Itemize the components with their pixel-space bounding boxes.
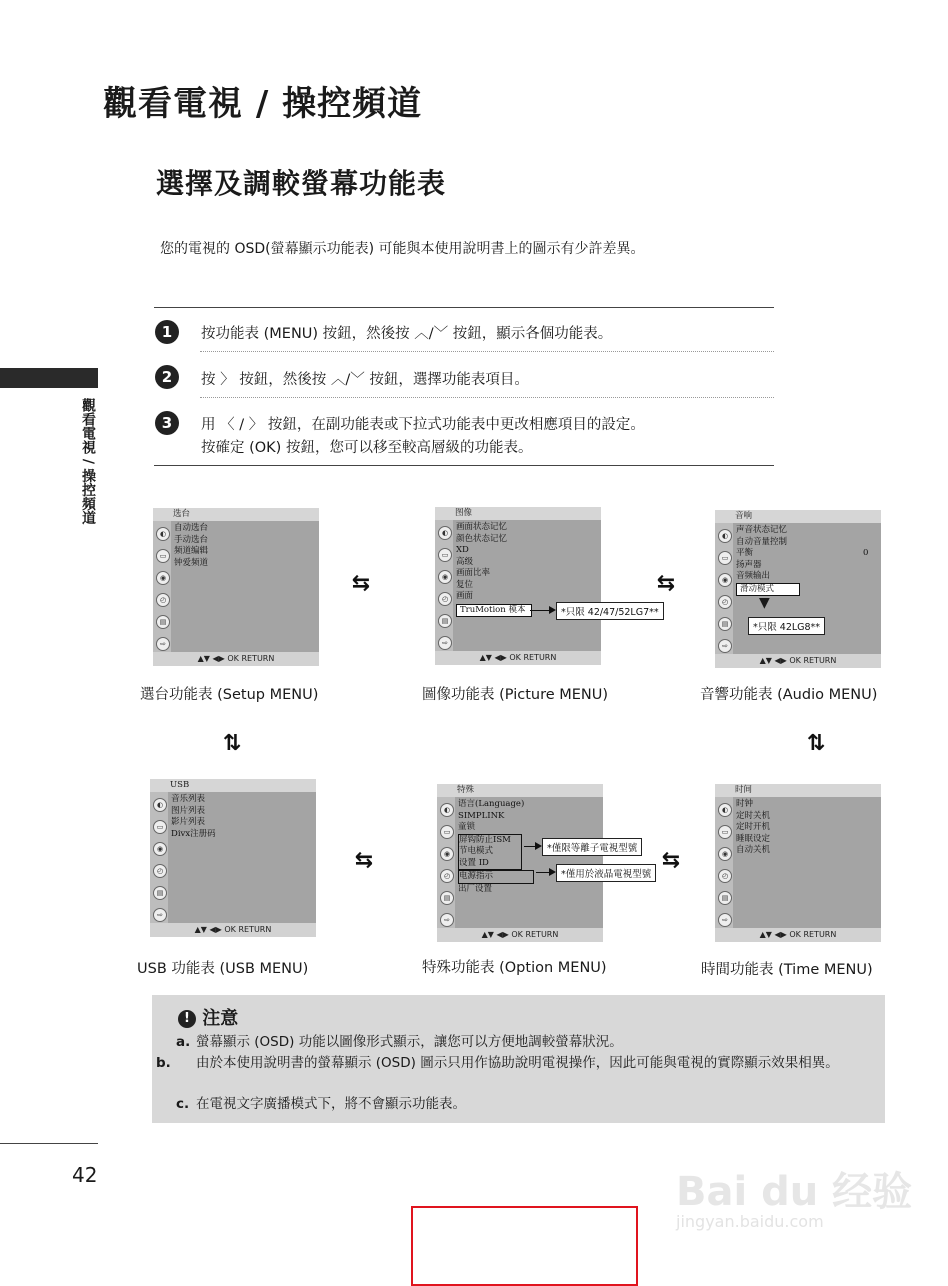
osd-footer: ▲▼ ◀▶ OK RETURN — [153, 652, 319, 666]
option-icon: ▤ — [440, 891, 454, 905]
usb-menu-screenshot — [150, 779, 316, 937]
audio-menu-caption: 音響功能表 (Audio MENU) — [700, 687, 878, 703]
option-icon: ▤ — [156, 615, 170, 629]
down-arrow-icon: ▼ — [759, 595, 770, 611]
callout-pointer — [524, 846, 536, 847]
info-icon: ! — [178, 1010, 196, 1028]
osd-icon-column — [435, 520, 453, 651]
osd-items — [736, 525, 800, 596]
menu-item: 自动选台 — [174, 523, 209, 533]
note-item — [176, 1034, 866, 1051]
highlighted-menu-item: TruMotion 模本 — [456, 604, 532, 618]
note-letter: a. — [176, 1034, 191, 1050]
menu-item: 手动选台 — [174, 534, 209, 545]
tv-icon: ▭ — [440, 825, 454, 839]
menu-item: 定时关机 — [736, 810, 771, 821]
option-callout-plasma: *僅限等離子電視型號 — [542, 838, 642, 856]
note-item — [176, 1096, 866, 1113]
dish-icon: ◐ — [153, 798, 167, 812]
menu-item: 频道编辑 — [174, 546, 209, 556]
highlighted-menu-item: 滑动模式 — [736, 583, 800, 597]
osd-header: 音响 — [715, 510, 881, 523]
option-menu-screenshot — [437, 784, 603, 942]
page-number: 42 — [72, 1163, 98, 1187]
osd-items — [458, 799, 534, 895]
option-menu-caption: 特殊功能表 (Option MENU) — [422, 960, 607, 976]
menu-item: 出厂设置 — [458, 883, 493, 894]
step-1-text: 按功能表 (MENU) 按鈕，然後按 ︿/﹀ 按鈕，顯示各個功能表。 — [201, 326, 613, 342]
option-icon: ▤ — [718, 617, 732, 631]
section-title: 選擇及調較螢幕功能表 — [156, 167, 447, 200]
swap-arrows-icon: ⇆ — [351, 571, 371, 596]
osd-header: 选台 — [153, 508, 319, 521]
osd-footer: ▲▼ ◀▶ OK RETURN — [715, 654, 881, 668]
menu-item: Divx注册码 — [171, 828, 216, 839]
page-title: 觀看電視 / 操控頻道 — [103, 84, 423, 124]
usb-icon: ⇨ — [440, 913, 454, 927]
footer-rule — [0, 1143, 98, 1144]
note-text: 在電視文字廣播模式下，將不會顯示功能表。 — [196, 1096, 466, 1112]
note-item — [156, 1055, 866, 1072]
menu-item: 平衡 — [736, 548, 754, 558]
speaker-icon: ◉ — [440, 847, 454, 861]
dish-icon: ◐ — [440, 803, 454, 817]
menu-item: SIMPLINK — [458, 810, 505, 821]
step-divider — [200, 397, 774, 398]
menu-item: 自动音量控制 — [736, 536, 788, 547]
osd-header: USB — [150, 779, 316, 792]
step-2-text: 按 〉 按鈕，然後按 ︿/﹀ 按鈕，選擇功能表項目。 — [201, 372, 529, 388]
osd-icon-column — [715, 797, 733, 928]
note-text: 螢幕顯示 (OSD) 功能以圖像形式顯示，讓您可以方便地調較螢幕狀況。 — [196, 1034, 623, 1050]
speaker-icon: ◉ — [156, 571, 170, 585]
swap-arrows-icon: ⇆ — [656, 571, 676, 596]
side-label: 觀看電視 / 操控頻道 — [80, 398, 96, 525]
dish-icon: ◐ — [718, 803, 732, 817]
clock-icon: ◴ — [440, 869, 454, 883]
highlighted-menu-item: 电源指示 — [458, 870, 534, 884]
picture-callout: *只限 42/47/52LG7** — [556, 602, 664, 620]
vertical-swap-arrows-icon: ⇅ — [222, 731, 242, 756]
tv-icon: ▭ — [153, 820, 167, 834]
usb-icon: ⇨ — [718, 913, 732, 927]
dish-icon: ◐ — [718, 529, 732, 543]
speaker-icon: ◉ — [153, 842, 167, 856]
steps-top-rule — [154, 307, 774, 308]
menu-item: 高级 — [456, 556, 474, 567]
usb-icon: ⇨ — [156, 637, 170, 651]
callout-pointer — [536, 872, 550, 873]
tv-icon: ▭ — [718, 551, 732, 565]
clock-icon: ◴ — [718, 595, 732, 609]
osd-icon-column — [437, 797, 455, 928]
menu-item: 童锁 — [458, 822, 476, 832]
menu-item: 时钟 — [736, 799, 754, 809]
menu-item: 图片列表 — [171, 805, 206, 816]
osd-icon-column — [715, 523, 733, 654]
speaker-icon: ◉ — [718, 847, 732, 861]
step-3-text-2: 按確定 (OK) 按鈕，您可以移至較高層級的功能表。 — [201, 440, 533, 456]
menu-item: 钟爱频道 — [174, 557, 209, 568]
notes-title — [178, 1004, 238, 1030]
osd-footer: ▲▼ ◀▶ OK RETURN — [715, 928, 881, 942]
menu-item: XD — [456, 545, 469, 555]
menu-item: 定时开机 — [736, 822, 771, 832]
watermark-url: jingyan.baidu.com — [676, 1212, 824, 1231]
clock-icon: ◴ — [718, 869, 732, 883]
step-3-text: 用 〈 / 〉 按鈕，在副功能表或下拉式功能表中更改相應項目的設定。 — [201, 417, 645, 433]
osd-items — [174, 523, 208, 569]
dish-icon: ◐ — [438, 526, 452, 540]
option-icon: ▤ — [153, 886, 167, 900]
time-menu-screenshot — [715, 784, 881, 942]
speaker-icon: ◉ — [718, 573, 732, 587]
usb-icon: ⇨ — [718, 639, 732, 653]
clock-icon: ◴ — [438, 592, 452, 606]
menu-item: 画面 — [456, 591, 474, 601]
swap-arrows-icon: ⇆ — [661, 848, 681, 873]
menu-item: 画面状态记忆 — [456, 522, 508, 532]
time-menu-caption: 時間功能表 (Time MENU) — [701, 962, 873, 978]
plasma-only-group — [458, 834, 522, 871]
tv-icon: ▭ — [438, 548, 452, 562]
note-text: 由於本使用說明書的螢幕顯示 (OSD) 圖示只用作協助說明電視操作，因此可能與電視的實際顯示效果相異。 — [196, 1055, 839, 1071]
usb-menu-caption: USB 功能表 (USB MENU) — [137, 961, 309, 977]
menu-item: 影片列表 — [171, 817, 206, 827]
tv-icon: ▭ — [718, 825, 732, 839]
clock-icon: ◴ — [153, 864, 167, 878]
note-letter: b. — [156, 1055, 171, 1071]
tv-icon: ▭ — [156, 549, 170, 563]
osd-header: 时间 — [715, 784, 881, 797]
osd-footer: ▲▼ ◀▶ OK RETURN — [150, 923, 316, 937]
usb-icon: ⇨ — [438, 636, 452, 650]
audio-menu-screenshot — [715, 510, 881, 668]
menu-item: 节电模式 — [459, 846, 494, 856]
menu-item: 睡眠设定 — [736, 833, 771, 844]
vertical-swap-arrows-icon: ⇅ — [806, 731, 826, 756]
osd-items — [171, 794, 216, 840]
menu-item: 设置 ID — [459, 857, 489, 868]
step-3-number: 3 — [155, 411, 179, 435]
swap-arrows-icon: ⇆ — [354, 848, 374, 873]
dish-icon: ◐ — [156, 527, 170, 541]
notes-title-text: 注意 — [202, 1008, 239, 1029]
menu-item: 音频输出 — [736, 571, 771, 581]
menu-item: 画面比率 — [456, 568, 491, 578]
osd-footer: ▲▼ ◀▶ OK RETURN — [437, 928, 603, 942]
menu-item: 复位 — [456, 579, 474, 590]
setup-menu-screenshot — [153, 508, 319, 666]
side-tab-bar — [0, 368, 98, 388]
osd-header: 图像 — [435, 507, 601, 520]
balance-value: 0 — [863, 548, 869, 558]
picture-menu-caption: 圖像功能表 (Picture MENU) — [422, 687, 609, 703]
note-letter: c. — [176, 1096, 190, 1112]
step-1-number: 1 — [155, 320, 179, 344]
setup-menu-caption: 選台功能表 (Setup MENU) — [140, 687, 319, 703]
menu-item: 音乐列表 — [171, 794, 206, 804]
option-icon: ▤ — [718, 891, 732, 905]
osd-header: 特殊 — [437, 784, 603, 797]
osd-icon-column — [150, 792, 168, 923]
clock-icon: ◴ — [156, 593, 170, 607]
option-callout-lcd: *僅用於液晶電視型號 — [556, 864, 656, 882]
menu-item: 颜色状态记忆 — [456, 533, 508, 544]
steps-bottom-rule — [154, 465, 774, 466]
menu-item: 自动关机 — [736, 845, 771, 855]
menu-item: 声音状态记忆 — [736, 525, 788, 535]
menu-item: 语言(Language) — [458, 799, 525, 809]
osd-items — [456, 522, 532, 617]
option-icon: ▤ — [438, 614, 452, 628]
audio-callout: *只限 42LG8** — [748, 617, 825, 635]
osd-icon-column — [153, 521, 171, 652]
step-divider — [200, 351, 774, 352]
intro-text: 您的電視的 OSD(螢幕顯示功能表) 可能與本使用說明書上的圖示有少許差異。 — [160, 241, 645, 257]
usb-icon: ⇨ — [153, 908, 167, 922]
watermark-logo: Bai du 经验 — [676, 1169, 913, 1215]
picture-menu-screenshot — [435, 507, 601, 665]
osd-footer: ▲▼ ◀▶ OK RETURN — [435, 651, 601, 665]
step-2-number: 2 — [155, 365, 179, 389]
red-highlight-box — [411, 1206, 638, 1286]
speaker-icon: ◉ — [438, 570, 452, 584]
menu-item: 屏钩防止ISM — [459, 834, 511, 845]
osd-items — [736, 799, 770, 857]
callout-pointer — [530, 610, 550, 611]
menu-item: 扬声器 — [736, 559, 762, 570]
